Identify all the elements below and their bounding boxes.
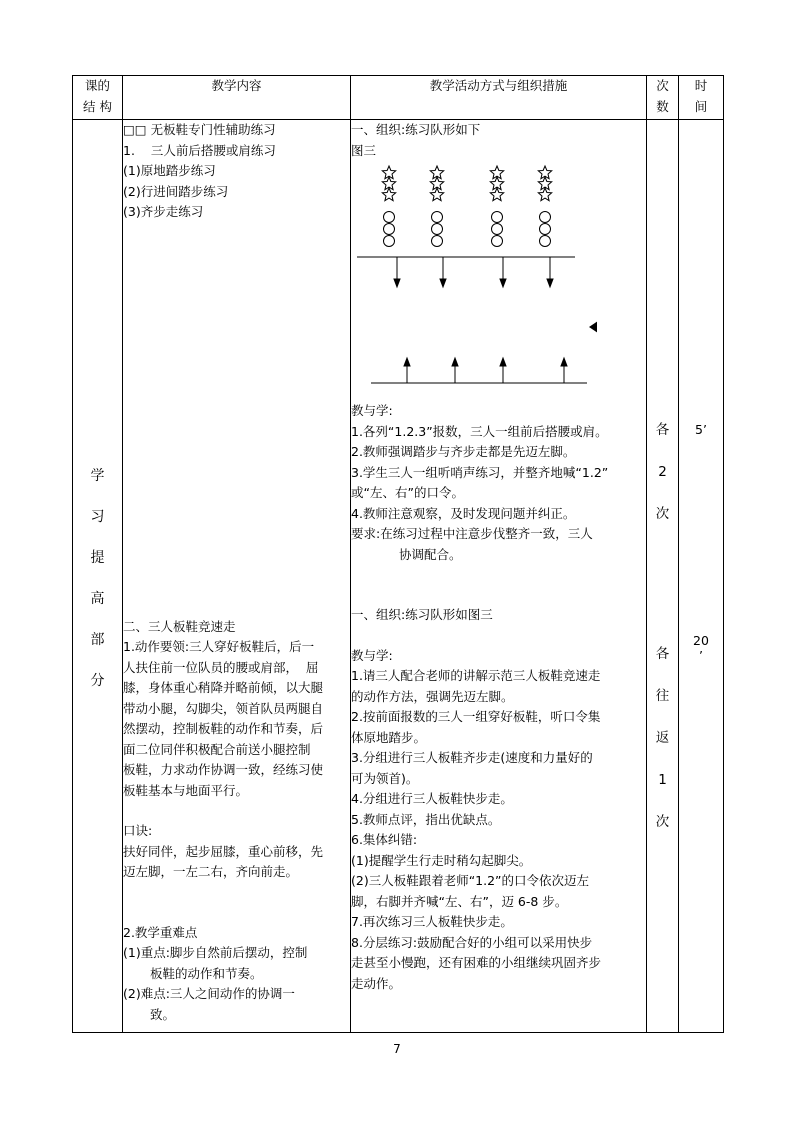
arrow-down-icon bbox=[394, 279, 400, 287]
circle-icon bbox=[492, 212, 503, 223]
header-time bbox=[679, 76, 724, 120]
count-char: 次 bbox=[655, 814, 670, 830]
structure-char: 高 bbox=[90, 591, 105, 607]
arrow-up-icon bbox=[500, 358, 506, 366]
circle-icon bbox=[492, 236, 503, 247]
activity-line: 8.分层练习:鼓励配合好的小组可以采用快步 bbox=[351, 934, 593, 950]
lesson-plan-table bbox=[72, 75, 724, 1033]
activity-line: 4.分组进行三人板鞋快步走。 bbox=[351, 791, 513, 806]
page-number: 7 bbox=[393, 1042, 401, 1056]
circle-icon bbox=[540, 236, 551, 247]
content-line: (1)重点:脚步自然前后摆动，控制 bbox=[123, 945, 308, 960]
activity-line: 5.教师点评，指出优缺点。 bbox=[351, 811, 501, 827]
circle-icon bbox=[540, 212, 551, 223]
content-line: 板鞋基本与地面平行。 bbox=[123, 782, 249, 798]
content-line: 带动小腿，勾脚尖，领首队员两腿自 bbox=[123, 700, 324, 716]
activity-line: 体原地踏步。 bbox=[351, 729, 427, 745]
time-group-2 bbox=[679, 451, 723, 663]
activity-line: 4.教师注意观察，及时发现问题并纠正。 bbox=[351, 505, 576, 521]
requirement-line: 要求:在练习过程中注意步伐整齐一致，三人 bbox=[351, 526, 593, 541]
structure-char: 部 bbox=[90, 632, 105, 648]
count-cell bbox=[647, 120, 679, 1033]
content-line: 扶好同伴，起步屈膝，重心前移，先 bbox=[123, 843, 324, 859]
activity-line: 走甚至小慢跑，还有困难的小组继续巩固齐步 bbox=[351, 955, 602, 970]
teach-title: 教与学: bbox=[351, 647, 393, 663]
activity-line: (2)三人板鞋跟着老师“1.2”的口令依次迈左 bbox=[351, 873, 590, 888]
circle-icon bbox=[432, 212, 443, 223]
count-group-1 bbox=[647, 120, 678, 535]
structure-char: 学 bbox=[90, 468, 105, 484]
content-line: (2)行进间踏步练习 bbox=[123, 183, 229, 199]
activity-line: 走动作。 bbox=[351, 975, 402, 991]
header-content bbox=[123, 76, 351, 120]
header-structure-text: 课的 结 构 bbox=[83, 78, 112, 114]
structure-char: 提 bbox=[90, 550, 105, 566]
header-structure bbox=[73, 76, 123, 120]
circle-icon bbox=[432, 236, 443, 247]
content-line: 然摆动，控制板鞋的动作和节奏，后 bbox=[123, 721, 324, 736]
time-value: 5’ bbox=[695, 422, 707, 437]
key-title: 2.教学重难点 bbox=[123, 924, 198, 940]
activity-line: 6.集体纠错: bbox=[351, 832, 418, 847]
star-icon bbox=[538, 188, 551, 201]
count-char: 返 bbox=[655, 730, 670, 746]
activity-line: 脚，右脚并齐喊“左、右”，迈 6-8 步。 bbox=[351, 893, 568, 909]
count-char: 往 bbox=[655, 688, 670, 704]
section-2-title: 二、三人板鞋竞速走 bbox=[123, 618, 236, 634]
activity-line: 可为领首)。 bbox=[351, 770, 419, 786]
activity-line: 3.分组进行三人板鞋齐步走(速度和力量好的 bbox=[351, 750, 593, 765]
blank-line bbox=[351, 626, 646, 646]
star-icon bbox=[430, 188, 443, 201]
arrow-down-icon bbox=[440, 279, 446, 287]
teacher-marker-icon bbox=[589, 319, 597, 335]
organize-line: 一、组织:练习队形如图三 bbox=[351, 607, 493, 622]
content-line: □□ 无板鞋专门性辅助练习 bbox=[123, 122, 276, 137]
structure-cell bbox=[73, 120, 123, 1033]
circle-icon bbox=[384, 212, 395, 223]
activity-line: 1.请三人配合老师的讲解示范三人板鞋竞速走 bbox=[351, 668, 601, 683]
activity-line: 或“左、右”的口令。 bbox=[351, 485, 464, 500]
header-activities-text: 教学活动方式与组织措施 bbox=[429, 78, 568, 93]
requirement-line: 协调配合。 bbox=[399, 546, 462, 562]
structure-label bbox=[73, 120, 122, 702]
time-cell bbox=[679, 120, 724, 1033]
header-count bbox=[647, 76, 679, 120]
circle-icon bbox=[432, 224, 443, 235]
time-value: 20 bbox=[693, 633, 709, 648]
header-time-text: 时 间 bbox=[694, 78, 708, 114]
content-line: 1. 三人前后搭腰或肩练习 bbox=[123, 142, 276, 158]
star-icon bbox=[490, 188, 503, 201]
content-line: 致。 bbox=[150, 1006, 176, 1022]
star-icon bbox=[382, 188, 395, 201]
content-line: 面二位同伴积极配合前送小腿控制 bbox=[123, 741, 311, 757]
content-line: 迈左脚，一左二右，齐向前走。 bbox=[123, 864, 299, 879]
header-count-text: 次 数 bbox=[656, 78, 669, 114]
circle-icon bbox=[384, 236, 395, 247]
count-char: 各 bbox=[655, 646, 670, 662]
activity-line: 的动作方法，强调先迈左脚。 bbox=[351, 688, 514, 704]
count-group-2 bbox=[647, 535, 678, 843]
count-char: 2 bbox=[658, 464, 667, 480]
content-line: 人扶住前一位队员的腰或肩部， 屈 bbox=[123, 659, 319, 675]
table-header-row bbox=[73, 76, 724, 120]
circle-icon bbox=[492, 224, 503, 235]
arrow-up-icon bbox=[452, 358, 458, 366]
blank-line bbox=[123, 883, 350, 923]
activity-section-2 bbox=[351, 605, 646, 994]
arrow-down-icon bbox=[547, 279, 553, 287]
time-group-1 bbox=[679, 120, 723, 451]
teach-title: 教与学: bbox=[351, 403, 393, 418]
figure-label: 图三 bbox=[351, 142, 377, 158]
content-line: (1)原地踏步练习 bbox=[123, 163, 216, 178]
activity-line: 2.教师强调踏步与齐步走都是先迈左脚。 bbox=[351, 444, 576, 459]
header-content-text: 教学内容 bbox=[211, 78, 262, 93]
arrow-down-icon bbox=[500, 279, 506, 287]
content-section-1 bbox=[123, 120, 350, 223]
blank-line bbox=[123, 801, 350, 821]
table-body-row bbox=[73, 120, 724, 1033]
content-line: 板鞋，力求动作协调一致，经练习使 bbox=[123, 762, 324, 777]
formation-svg bbox=[357, 161, 597, 401]
count-char: 1 bbox=[658, 772, 667, 788]
activity-line: 3.学生三人一组听哨声练习，并整齐地喊“1.2” bbox=[351, 464, 609, 480]
structure-char: 习 bbox=[90, 509, 105, 525]
activity-line: 7.再次练习三人板鞋快步走。 bbox=[351, 914, 513, 929]
structure-char: 分 bbox=[90, 673, 105, 689]
content-line: 膝，身体重心稍降并略前倾，以大腿 bbox=[123, 680, 324, 695]
activity-section-1 bbox=[351, 120, 646, 565]
count-char: 各 bbox=[655, 422, 670, 438]
activity-line: 1.各列“1.2.3”报数，三人一组前后搭腰或肩。 bbox=[351, 423, 608, 439]
circle-icon bbox=[384, 224, 395, 235]
formation-diagram bbox=[357, 161, 597, 401]
organize-line: 一、组织:练习队形如下 bbox=[351, 122, 481, 137]
header-activities bbox=[351, 76, 647, 120]
circle-icon bbox=[540, 224, 551, 235]
count-char: 次 bbox=[655, 506, 670, 522]
content-section-2 bbox=[123, 617, 350, 1026]
activity-line: (1)提醒学生行走时稍勾起脚尖。 bbox=[351, 852, 532, 868]
content-line: 1.动作要领:三人穿好板鞋后，后一 bbox=[123, 639, 315, 654]
arrow-up-icon bbox=[404, 358, 410, 366]
activity-line: 2.按前面报数的三人一组穿好板鞋，听口令集 bbox=[351, 709, 601, 724]
content-line: (2)难点:三人之间动作的协调一 bbox=[123, 986, 295, 1001]
activities-cell bbox=[351, 120, 647, 1033]
arrow-up-icon bbox=[561, 358, 567, 366]
content-line: (3)齐步走练习 bbox=[123, 204, 204, 219]
time-value: ’ bbox=[699, 648, 703, 663]
chant-title: 口诀: bbox=[123, 823, 153, 838]
content-cell bbox=[123, 120, 351, 1033]
content-line: 板鞋的动作和节奏。 bbox=[150, 965, 263, 981]
